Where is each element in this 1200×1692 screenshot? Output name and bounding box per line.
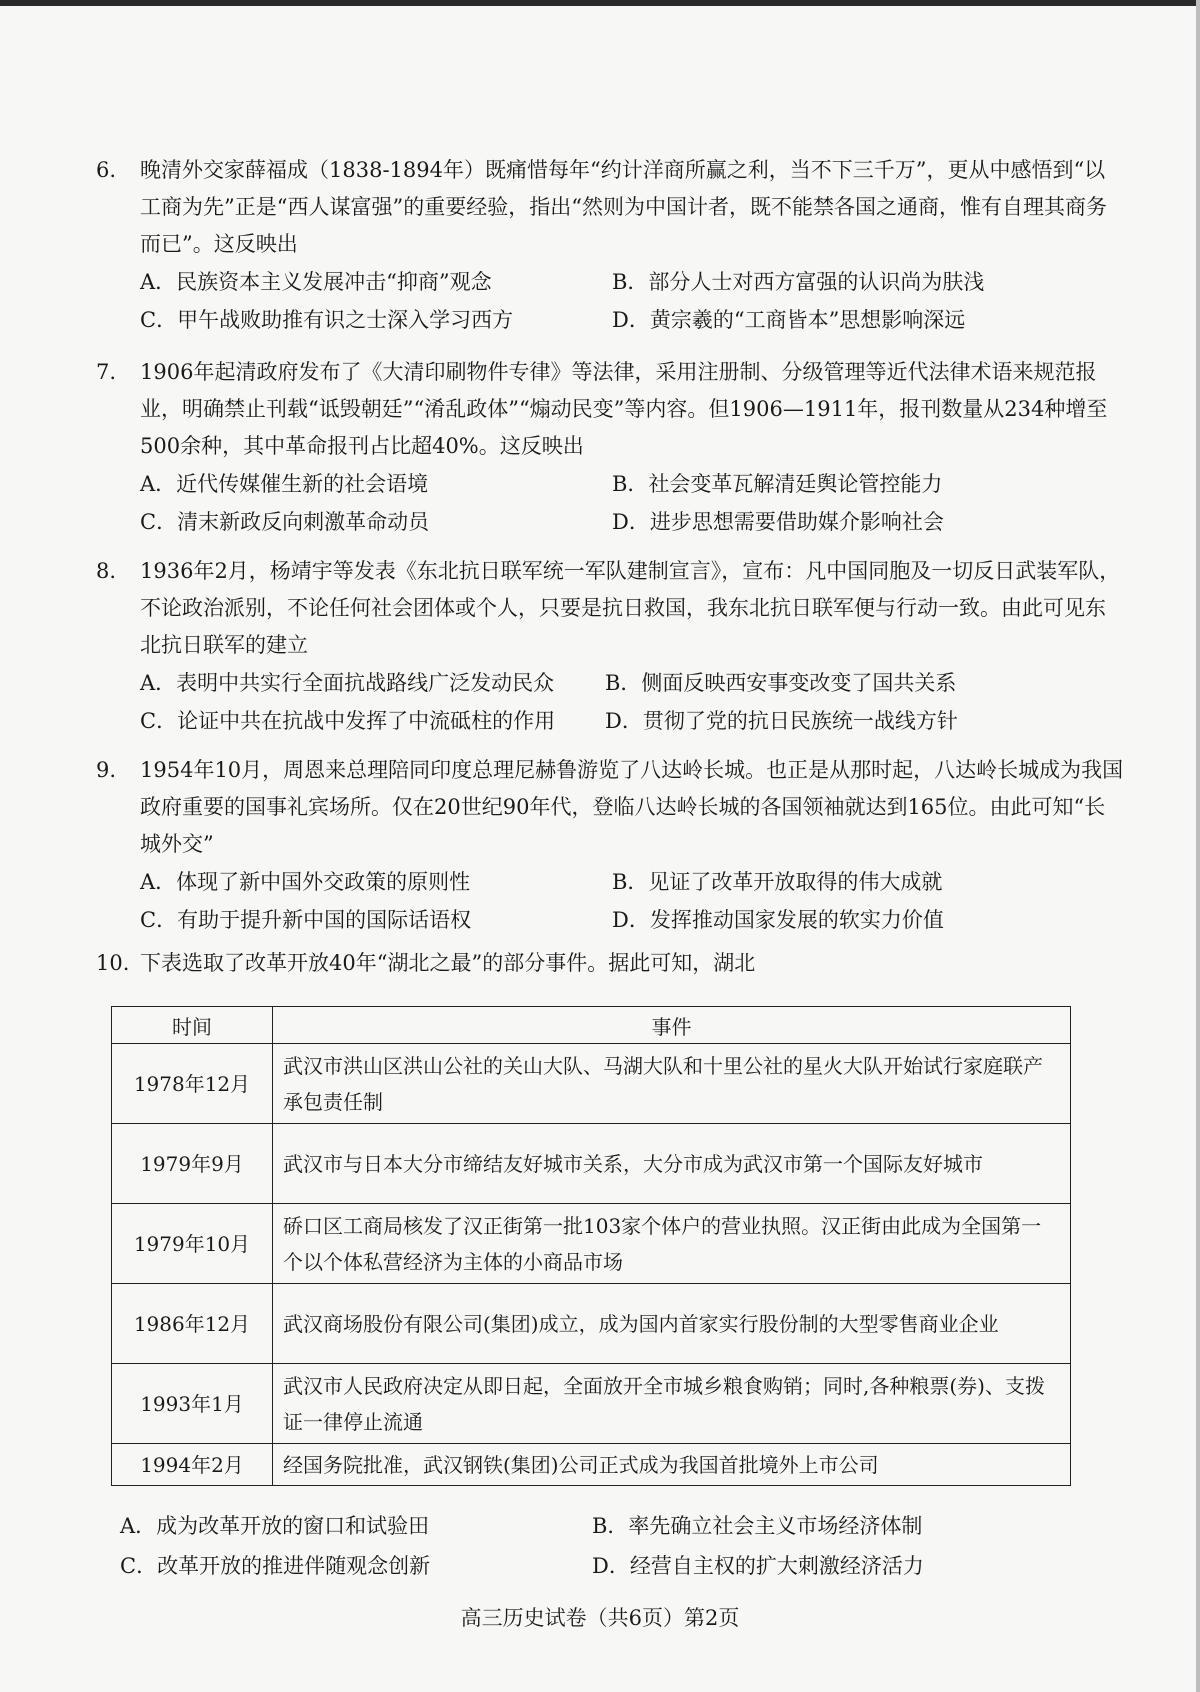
question-8-options <box>140 664 1124 740</box>
question-6-option-b: B．部分人士对西方富强的认识尚为肤浅 <box>612 270 985 294</box>
question-10-option-d: D．经营自主权的扩大刺激经济活力 <box>592 1554 924 1578</box>
question-6-option-d: D．黄宗羲的“工商皆本”思想影响深远 <box>612 308 966 332</box>
question-6-option-c: C．甲午战败助推有识之士深入学习西方 <box>140 308 514 332</box>
question-8-option-d: D．贯彻了党的抗日民族统一战线方针 <box>605 709 958 733</box>
question-7-number: 7. <box>96 360 117 384</box>
question-7-stem <box>84 354 1124 465</box>
table-cell-event: 武汉商场股份有限公司(集团)成立，成为国内首家实行股份制的大型零售商业企业 <box>273 1284 1071 1364</box>
question-6-options <box>140 263 1124 339</box>
question-10-number: 10. <box>96 951 130 975</box>
question-7-option-a: A．近代传媒催生新的社会语境 <box>140 472 429 496</box>
table-cell-event: 硚口区工商局核发了汉正街第一批103家个体户的营业执照。汉正街由此成为全国第一个以个体私营经济为主体的小商品市场 <box>273 1204 1071 1284</box>
question-8-option-b: B．侧面反映西安事变改变了国共关系 <box>605 671 957 695</box>
question-6-text: 晚清外交家薛福成（1838-1894年）既痛惜每年“约计洋商所赢之利，当不下三千万”，更从中感悟到“以工商为先”正是“西人谋富强”的重要经验，指出“然则为中国计者，既不能禁各国之通商，惟有自理其商务而已”。这反映出 <box>140 158 1107 256</box>
table-row <box>112 1284 1071 1364</box>
question-10-option-a: A．成为改革开放的窗口和试验田 <box>120 1514 430 1538</box>
table-header-time: 时间 <box>112 1007 273 1044</box>
table-row <box>112 1124 1071 1204</box>
question-6-number: 6. <box>96 158 117 182</box>
table-row <box>112 1044 1071 1124</box>
table-cell-time: 1994年2月 <box>112 1444 273 1486</box>
question-9 <box>84 752 1124 939</box>
question-10-options <box>120 1506 1100 1586</box>
question-9-option-d: D．发挥推动国家发展的软实力价值 <box>612 908 944 932</box>
question-6-stem <box>84 152 1124 263</box>
question-8-option-a: A．表明中共实行全面抗战路线广泛发动民众 <box>140 671 555 695</box>
question-6 <box>84 152 1124 339</box>
table-cell-time: 1993年1月 <box>112 1364 273 1444</box>
table-cell-time: 1979年9月 <box>112 1124 273 1204</box>
question-7-options <box>140 465 1124 541</box>
question-8-number: 8. <box>96 559 117 583</box>
question-8-text: 1936年2月，杨靖宇等发表《东北抗日联军统一军队建制宣言》，宣布：凡中国同胞及一切反日武装军队，不论政治派别，不论任何社会团体或个人，只要是抗日救国，我东北抗日联军便与行动一致。由此可见东北抗日联军的建立 <box>140 559 1121 657</box>
table-cell-event: 武汉市人民政府决定从即日起，全面放开全市城乡粮食购销；同时,各种粮票(券)、支拨证一律停止流通 <box>273 1364 1071 1444</box>
question-7-option-c: C．清末新政反向刺激革命动员 <box>140 510 430 534</box>
page-footer: 高三历史试卷（共6页）第2页 <box>460 1606 740 1630</box>
table-row <box>112 1444 1071 1486</box>
question-10-stem <box>84 945 1124 982</box>
question-10-option-c: C．改革开放的推进伴随观念创新 <box>120 1554 431 1578</box>
question-7-text: 1906年起清政府发布了《大清印刷物件专律》等法律，采用注册制、分级管理等近代法律术语来规范报业，明确禁止刊载“诋毁朝廷”“淆乱政体”“煽动民变”等内容。但1906—1911年，报刊数量从234种增至500余种，其中革命报刊占比超40%。这反映出 <box>140 360 1108 458</box>
table-header-event: 事件 <box>273 1007 1071 1044</box>
question-7-option-b: B．社会变革瓦解清廷舆论管控能力 <box>612 472 943 496</box>
question-6-option-a: A．民族资本主义发展冲击“抑商”观念 <box>140 270 492 294</box>
question-8-stem <box>84 553 1124 664</box>
question-9-option-b: B．见证了改革开放取得的伟大成就 <box>612 870 943 894</box>
question-10-table <box>111 1006 1071 1486</box>
question-7 <box>84 354 1124 541</box>
question-7-option-d: D．进步思想需要借助媒介影响社会 <box>612 510 944 534</box>
table-row <box>112 1364 1071 1444</box>
table-cell-event: 武汉市洪山区洪山公社的关山大队、马湖大队和十里公社的星火大队开始试行家庭联产承包责任制 <box>273 1044 1071 1124</box>
question-9-options <box>140 863 1124 939</box>
question-10 <box>84 945 1124 982</box>
question-10-text: 下表选取了改革开放40年“湖北之最”的部分事件。据此可知，湖北 <box>140 951 756 975</box>
table-cell-time: 1986年12月 <box>112 1284 273 1364</box>
table-cell-time: 1979年10月 <box>112 1204 273 1284</box>
table-row <box>112 1204 1071 1284</box>
question-8 <box>84 553 1124 740</box>
table-header-row <box>112 1007 1071 1044</box>
question-9-option-c: C．有助于提升新中国的国际话语权 <box>140 908 472 932</box>
question-8-option-c: C．论证中共在抗战中发挥了中流砥柱的作用 <box>140 709 556 733</box>
question-9-text: 1954年10月，周恩来总理陪同印度总理尼赫鲁游览了八达岭长城。也正是从那时起，八达岭长城成为我国政府重要的国事礼宾场所。仅在20世纪90年代，登临八达岭长城的各国领袖就达到165位。由此可知“长城外交” <box>140 758 1124 856</box>
table-cell-time: 1978年12月 <box>112 1044 273 1124</box>
question-10-option-b: B．率先确立社会主义市场经济体制 <box>592 1514 923 1538</box>
table-cell-event: 经国务院批准，武汉钢铁(集团)公司正式成为我国首批境外上市公司 <box>273 1444 1071 1486</box>
question-9-option-a: A．体现了新中国外交政策的原则性 <box>140 870 471 894</box>
table-cell-event: 武汉市与日本大分市缔结友好城市关系，大分市成为武汉市第一个国际友好城市 <box>273 1124 1071 1204</box>
question-9-stem <box>84 752 1124 863</box>
question-9-number: 9. <box>96 758 117 782</box>
